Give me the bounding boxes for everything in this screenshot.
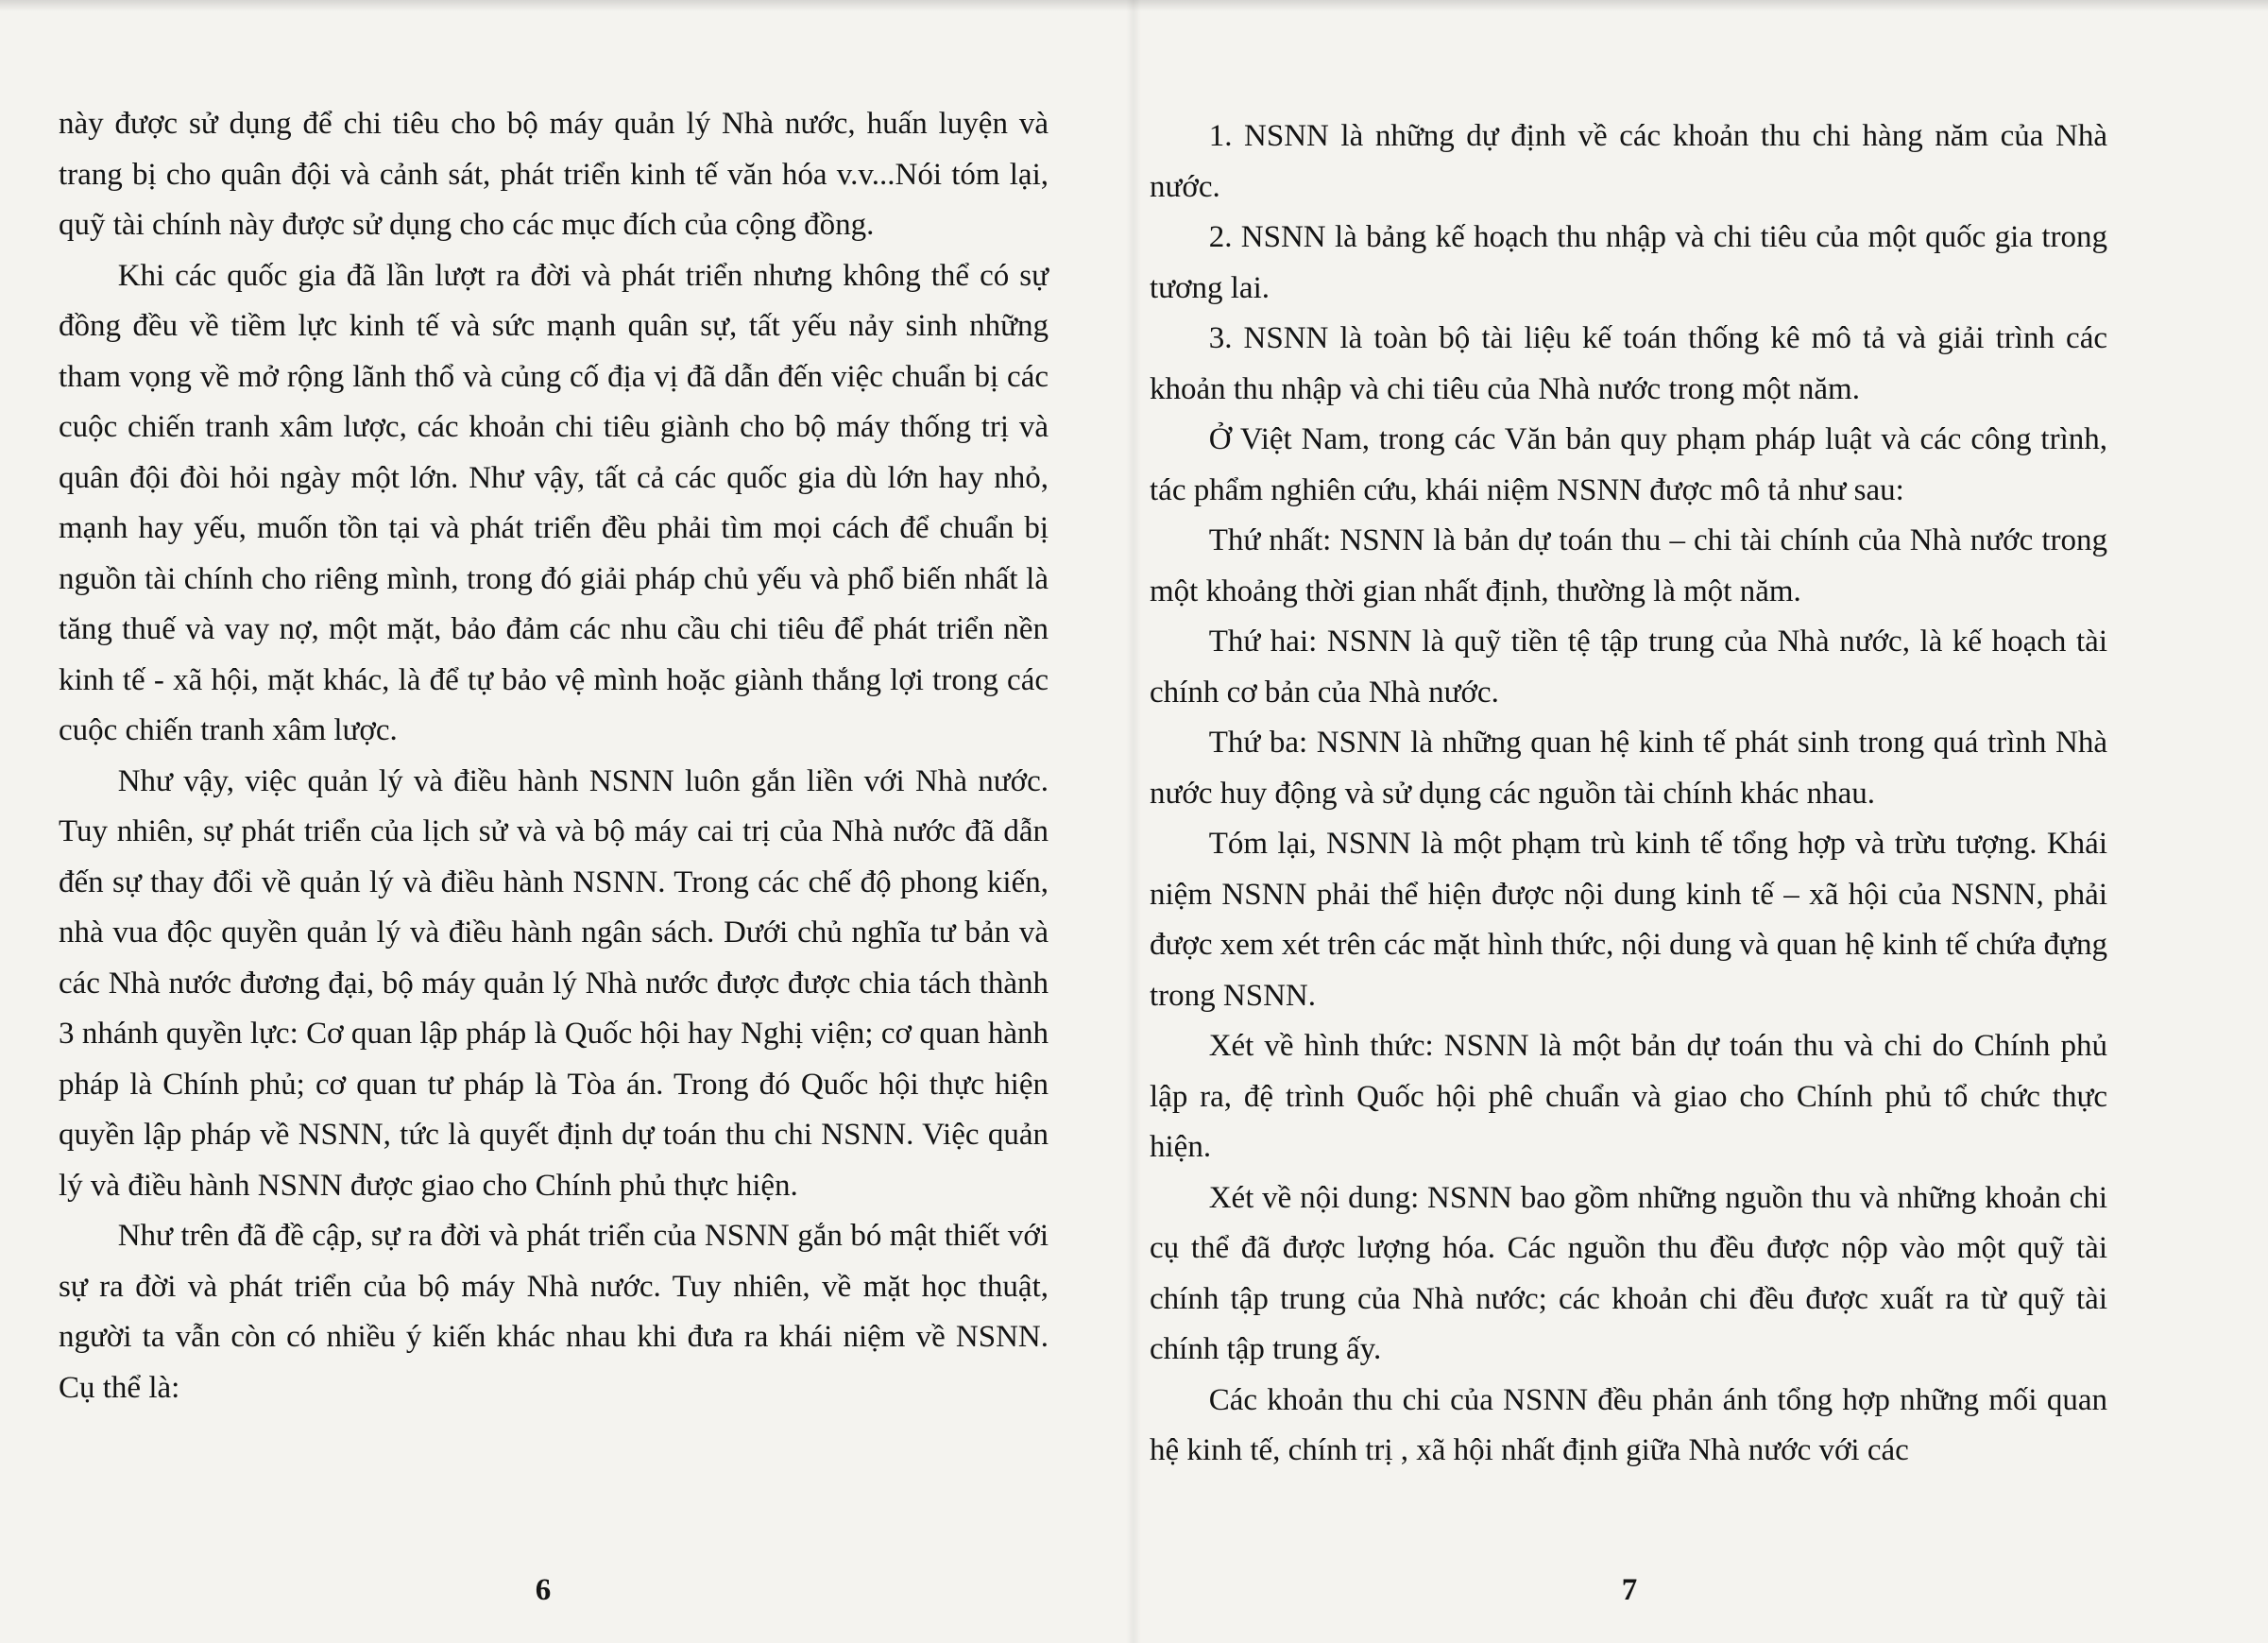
paragraph: này được sử dụng để chi tiêu cho bộ máy quản lý Nhà nước, huấn luyện và trang bị cho quân đội và cảnh sát, phát triển kinh tế văn hóa v.v...Nói tóm lại, quỹ tài chính này được sử dụng cho các mục đích của cộng đồng. [59, 107, 1049, 242]
paragraph: Các khoản thu chi của NSNN đều phản ánh tổng hợp những mối quan hệ kinh tế, chính trị , xã hội nhất định giữa Nhà nước với các [1150, 1382, 2107, 1467]
paragraph: Khi các quốc gia đã lần lượt ra đời và phát triển nhưng không thể có sự đồng đều về tiềm lực kinh tế và sức mạnh quân sự, tất yếu nảy sinh những tham vọng về mở rộng lãnh thổ và củng cố địa vị đã dẫn đến việc chuẩn bị các cuộc chiến tranh xâm lược, các khoản chi tiêu giành cho bộ máy thống trị và quân đội đòi hỏi ngày một lớn. Như vậy, tất cả các quốc gia dù lớn hay nhỏ, mạnh hay yếu, muốn tồn tại và phát triển đều phải tìm mọi cách để chuẩn bị nguồn tài chính cho riêng mình, trong đó giải pháp chủ yếu và phổ biến nhất là tăng thuế và vay nợ, một mặt, bảo đảm các nhu cầu chi tiêu để phát triển nền kinh tế - xã hội, mặt khác, là để tự bảo vệ mình hoặc giành thắng lợi trong các cuộc chiến tranh xâm lược. [59, 258, 1049, 747]
paragraph: Như vậy, việc quản lý và điều hành NSNN luôn gắn liền với Nhà nước. Tuy nhiên, sự phát triển của lịch sử và và bộ máy cai trị của Nhà nước đã dẫn đến sự thay đổi về quản lý và điều hành NSNN. Trong các chế độ phong kiến, nhà vua độc quyền quản lý và điều hành ngân sách. Dưới chủ nghĩa tư bản và các Nhà nước đương đại, bộ máy quản lý Nhà nước được được chia tách thành 3 nhánh quyền lực: Cơ quan lập pháp là Quốc hội hay Nghị viện; cơ quan hành pháp là Chính phủ; cơ quan tư pháp là Tòa án. Trong đó Quốc hội thực hiện quyền lập pháp về NSNN, tức là quyết định dự toán thu chi NSNN. Việc quản lý và điều hành NSNN được giao cho Chính phủ thực hiện. [59, 763, 1049, 1203]
page-number: 7 [1621, 1573, 1638, 1607]
paragraph: 1. NSNN là những dự định về các khoản thu chi hàng năm của Nhà nước. [1150, 119, 2107, 204]
paragraph: Thứ ba: NSNN là những quan hệ kinh tế phát sinh trong quá trình Nhà nước huy động và sử dụng các nguồn tài chính khác nhau. [1150, 726, 2107, 811]
paragraph: Xét về nội dung: NSNN bao gồm những nguồn thu và những khoản chi cụ thể đã được lượng hóa. Các nguồn thu đều được nộp vào một quỹ tài chính tập trung của Nhà nước; các khoản chi đều được xuất ra từ quỹ tài chính tập trung ấy. [1150, 1180, 2107, 1366]
paragraph: 3. NSNN là toàn bộ tài liệu kế toán thống kê mô tả và giải trình các khoản thu nhập và chi tiêu của Nhà nước trong một năm. [1150, 321, 2107, 406]
right-page-body [1150, 111, 2107, 1477]
paragraph: Tóm lại, NSNN là một phạm trù kinh tế tổng hợp và trừu tượng. Khái niệm NSNN phải thể hiện được nội dung kinh tế – xã hội của NSNN, phải được xem xét trên các mặt hình thức, nội dung và quan hệ kinh tế chứa đựng trong NSNN. [1150, 827, 2107, 1013]
paragraph: Như trên đã đề cập, sự ra đời và phát triển của NSNN gắn bó mật thiết với sự ra đời và phát triển của bộ máy Nhà nước. Tuy nhiên, về mặt học thuật, người ta vẫn còn có nhiều ý kiến khác nhau khi đưa ra khái niệm về NSNN. Cụ thể là: [59, 1219, 1049, 1405]
paragraph: 2. NSNN là bảng kế hoạch thu nhập và chi tiêu của một quốc gia trong tương lai. [1150, 220, 2107, 305]
paragraph: Xét về hình thức: NSNN là một bản dự toán thu và chi do Chính phủ lập ra, đệ trình Quốc hội phê chuẩn và giao cho Chính phủ tổ chức thực hiện. [1150, 1029, 2107, 1164]
page-number: 6 [535, 1573, 552, 1607]
paragraph: Thứ nhất: NSNN là bản dự toán thu – chi tài chính của Nhà nước trong một khoảng thời gian nhất định, thường là một năm. [1150, 523, 2107, 608]
paragraph: Thứ hai: NSNN là quỹ tiền tệ tập trung của Nhà nước, là kế hoạch tài chính cơ bản của Nhà nước. [1150, 625, 2107, 710]
paragraph: Ở Việt Nam, trong các Văn bản quy phạm pháp luật và các công trình, tác phẩm nghiên cứu, khái niệm NSNN được mô tả như sau: [1150, 422, 2107, 507]
